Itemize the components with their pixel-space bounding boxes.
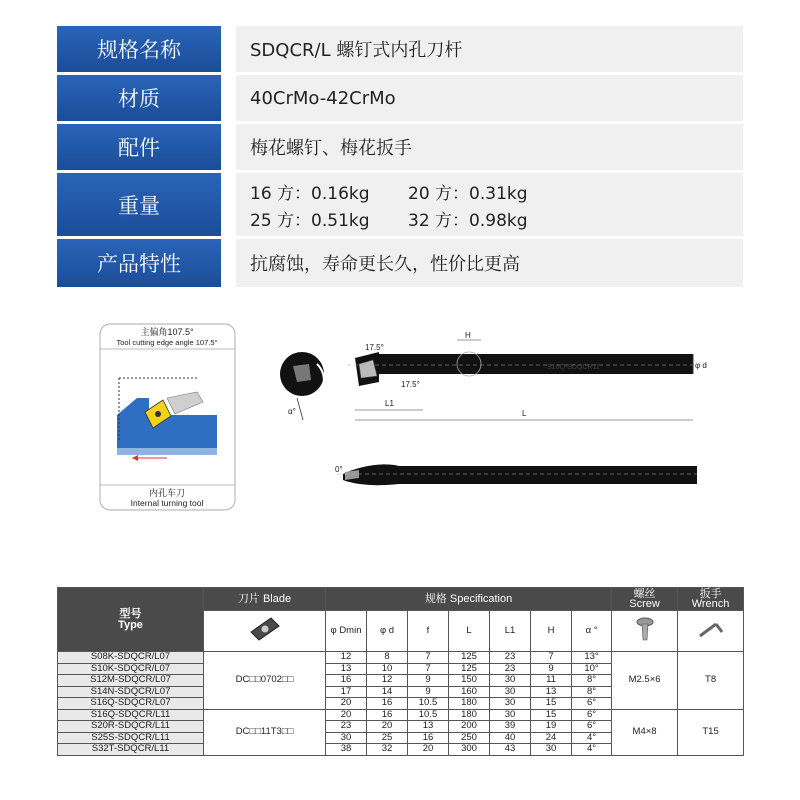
cell-l1: 23 [490, 652, 531, 664]
type-header-en: Type [118, 618, 143, 631]
cell-l1: 30 [490, 675, 531, 687]
cell-l1: 43 [490, 744, 531, 756]
cell-d: 8 [367, 652, 408, 664]
cell-dmin: 12 [326, 652, 367, 664]
screw-cell: M4×8 [612, 709, 678, 755]
cell-d: 16 [367, 709, 408, 721]
cell-h: 13 [531, 686, 572, 698]
tool-label-cn: 内孔车刀 [148, 488, 186, 498]
cell-h: 15 [531, 709, 572, 721]
workpiece-edge [117, 448, 217, 455]
spec-label-accessories: 配件 [57, 124, 221, 170]
col-l: L [449, 611, 490, 652]
cell-l1: 39 [490, 721, 531, 733]
cell-dmin: 20 [326, 698, 367, 710]
wrench-header-cn: 扳手 [699, 587, 722, 600]
spec-header: 规格 Specification [326, 588, 612, 611]
weight-32: 32 方：0.98kg [408, 210, 528, 231]
blade-cell: DC□□11T3□□ [204, 709, 326, 755]
type-cell: S14N-SDQCR/L07 [58, 686, 204, 698]
cell-d: 14 [367, 686, 408, 698]
spec-table [57, 587, 744, 756]
col-dmin: φ Dmin [326, 611, 367, 652]
table-body [58, 652, 744, 756]
cell-l: 125 [449, 652, 490, 664]
table-row [58, 652, 744, 664]
cell-a: 6° [572, 721, 612, 733]
alpha-line [297, 398, 303, 420]
cell-l: 180 [449, 698, 490, 710]
cell-f: 10.5 [408, 709, 449, 721]
cell-l: 160 [449, 686, 490, 698]
table-row [58, 709, 744, 721]
blade-insert-icon [245, 614, 285, 644]
cell-h: 30 [531, 744, 572, 756]
wrench-cell: T15 [678, 709, 744, 755]
cell-dmin: 23 [326, 721, 367, 733]
cell-l1: 40 [490, 732, 531, 744]
cell-l1: 30 [490, 686, 531, 698]
spec-row-material [57, 75, 743, 121]
col-f: f [408, 611, 449, 652]
dim-l1: L1 [385, 399, 394, 408]
weight-20: 20 方：0.31kg [408, 183, 528, 204]
blade-image-cell [204, 611, 326, 652]
cell-h: 7 [531, 652, 572, 664]
spec-value-accessories: 梅花螺钉、梅花扳手 [236, 124, 743, 170]
cell-l: 200 [449, 721, 490, 733]
blade-header: 刀片 Blade [204, 588, 326, 611]
tool-diagram [97, 320, 717, 520]
dim-l: L [522, 409, 527, 418]
cell-a: 6° [572, 698, 612, 710]
cell-l1: 30 [490, 709, 531, 721]
dim-alpha: α° [288, 407, 296, 416]
cell-a: 4° [572, 744, 612, 756]
angle-label-cn: 主偏角107.5° [140, 327, 194, 337]
screw-header-en: Screw [629, 598, 660, 610]
type-cell: S10K-SDQCR/L07 [58, 663, 204, 675]
cell-f: 16 [408, 732, 449, 744]
spec-value-model: SDQCR/L 螺钉式内孔刀杆 [236, 26, 743, 72]
type-cell: S20R-SDQCR/L11 [58, 721, 204, 733]
tool-label-en: Internal turning tool [130, 498, 204, 508]
wrench-cell: T8 [678, 652, 744, 710]
cell-dmin: 38 [326, 744, 367, 756]
cell-f: 9 [408, 675, 449, 687]
cell-d: 20 [367, 721, 408, 733]
cell-a: 8° [572, 686, 612, 698]
cell-d: 32 [367, 744, 408, 756]
cell-a: 8° [572, 675, 612, 687]
dim-h: H [465, 331, 471, 340]
cell-l: 125 [449, 663, 490, 675]
cell-f: 7 [408, 652, 449, 664]
insert-screw [155, 411, 161, 417]
dim-17-5-top: 17.5° [365, 343, 384, 352]
shank-top [379, 354, 693, 374]
cell-dmin: 13 [326, 663, 367, 675]
type-cell: S08K-SDQCR/L07 [58, 652, 204, 664]
cell-f: 9 [408, 686, 449, 698]
wrench-icon [696, 614, 726, 644]
tool-diagram-svg [97, 320, 717, 520]
screw-header [612, 588, 678, 611]
cell-f: 7 [408, 663, 449, 675]
type-header-cn: 型号 [119, 608, 142, 620]
shank-marking: S16Q-SDQCR11 [547, 364, 600, 371]
cell-d: 25 [367, 732, 408, 744]
cell-l: 150 [449, 675, 490, 687]
type-cell: S12M-SDQCR/L07 [58, 675, 204, 687]
dim-zero: 0° [335, 465, 343, 474]
weight-25: 25 方：0.51kg [250, 210, 370, 231]
cell-l1: 30 [490, 698, 531, 710]
col-l1: L1 [490, 611, 531, 652]
cell-a: 13° [572, 652, 612, 664]
type-cell: S16Q-SDQCR/L07 [58, 698, 204, 710]
angle-label-en: Tool cutting edge angle 107.5° [116, 338, 218, 347]
screw-header-cn: 螺丝 [633, 587, 656, 600]
spec-value-material: 40CrMo-42CrMo [236, 75, 743, 121]
cell-h: 9 [531, 663, 572, 675]
dim-d: φ d [695, 361, 707, 370]
spec-row-features [57, 239, 743, 287]
cell-l: 250 [449, 732, 490, 744]
shank-side [397, 466, 697, 484]
cell-dmin: 30 [326, 732, 367, 744]
type-cell: S16Q-SDQCR/L11 [58, 709, 204, 721]
cell-a: 10° [572, 663, 612, 675]
cell-h: 24 [531, 732, 572, 744]
blade-cell: DC□□0702□□ [204, 652, 326, 710]
wrench-header [678, 588, 744, 611]
cell-a: 6° [572, 709, 612, 721]
spec-label-model: 规格名称 [57, 26, 221, 72]
weight-16: 16 方：0.16kg [250, 183, 370, 204]
screw-icon [630, 614, 660, 644]
screw-cell: M2.5×6 [612, 652, 678, 710]
cell-h: 19 [531, 721, 572, 733]
type-cell: S32T-SDQCR/L11 [58, 744, 204, 756]
cell-l: 180 [449, 709, 490, 721]
col-d: φ d [367, 611, 408, 652]
type-header [58, 588, 204, 652]
dim-17-5-bottom: 17.5° [401, 380, 420, 389]
screw-image-cell [612, 611, 678, 652]
cell-f: 20 [408, 744, 449, 756]
spec-value-weight [236, 173, 743, 236]
col-h: H [531, 611, 572, 652]
cell-a: 4° [572, 732, 612, 744]
cell-h: 15 [531, 698, 572, 710]
cell-h: 11 [531, 675, 572, 687]
spec-value-features: 抗腐蚀，寿命更长久，性价比更高 [236, 239, 743, 287]
cell-dmin: 16 [326, 675, 367, 687]
cell-f: 13 [408, 721, 449, 733]
wrench-header-en: Wrench [691, 598, 730, 610]
cell-d: 12 [367, 675, 408, 687]
spec-label-weight: 重量 [57, 173, 221, 236]
cell-f: 10.5 [408, 698, 449, 710]
spec-label-material: 材质 [57, 75, 221, 121]
cell-dmin: 17 [326, 686, 367, 698]
spec-label-features: 产品特性 [57, 239, 221, 287]
cell-d: 16 [367, 698, 408, 710]
wrench-image-cell [678, 611, 744, 652]
spec-row-weight [57, 173, 743, 236]
type-cell: S25S-SDQCR/L11 [58, 732, 204, 744]
cell-l: 300 [449, 744, 490, 756]
cell-dmin: 20 [326, 709, 367, 721]
cell-l1: 23 [490, 663, 531, 675]
spec-row-model [57, 26, 743, 72]
col-alpha: α ° [572, 611, 612, 652]
spec-row-accessories [57, 124, 743, 170]
cell-d: 10 [367, 663, 408, 675]
